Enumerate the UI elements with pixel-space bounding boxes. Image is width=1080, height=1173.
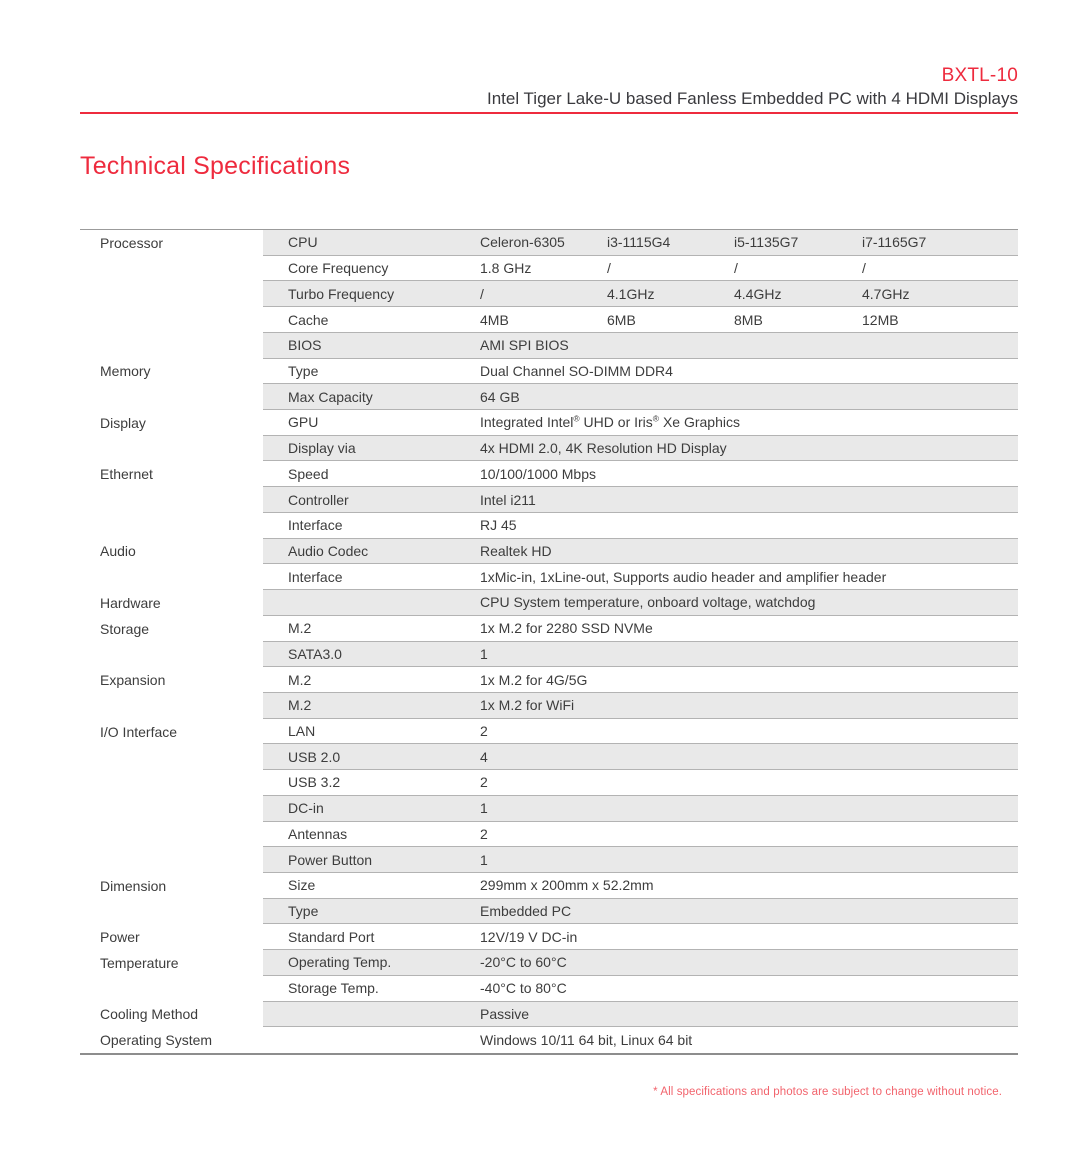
row-category [80, 307, 263, 333]
row-value: Celeron-6305 [480, 234, 565, 251]
row-value: 1x M.2 for 2280 SSD NVMe [480, 620, 653, 637]
row-value: i7-1165G7 [862, 234, 927, 251]
table-row [80, 590, 1018, 616]
table-row [80, 1027, 1018, 1053]
row-fields [263, 256, 1018, 282]
row-label: LAN [288, 723, 316, 740]
row-fields [263, 693, 1018, 719]
row-value: 1 [480, 851, 488, 868]
row-value: 1.8 GHz [480, 260, 532, 277]
row-value: / [607, 260, 611, 277]
table-row [80, 873, 1018, 899]
table-row [80, 333, 1018, 359]
row-value: 2 [480, 774, 488, 791]
table-row [80, 976, 1018, 1002]
row-category [80, 436, 263, 462]
row-value: 4MB [480, 311, 509, 328]
row-value: 1 [480, 645, 488, 662]
row-category: Dimension [80, 873, 263, 899]
row-fields [263, 230, 1018, 256]
spec-table-body [80, 230, 1018, 1053]
row-fields [263, 822, 1018, 848]
table-row [80, 384, 1018, 410]
row-category: Audio [80, 539, 263, 565]
row-label: M.2 [288, 697, 312, 714]
row-value: RJ 45 [480, 517, 517, 534]
row-value: 1 [480, 800, 488, 817]
row-label: Controller [288, 491, 349, 508]
table-row [80, 924, 1018, 950]
table-row [80, 770, 1018, 796]
row-label: Speed [288, 465, 329, 482]
row-fields [263, 564, 1018, 590]
row-fields [263, 487, 1018, 513]
row-fields [263, 359, 1018, 385]
row-fields [263, 461, 1018, 487]
row-label: GPU [288, 414, 319, 431]
row-fields [263, 410, 1018, 436]
table-row [80, 513, 1018, 539]
row-fields [263, 642, 1018, 668]
row-category [80, 281, 263, 307]
table-row [80, 616, 1018, 642]
header-divider [80, 112, 1018, 114]
row-category [80, 770, 263, 796]
table-row [80, 744, 1018, 770]
row-category: Hardware [80, 590, 263, 616]
row-value: Embedded PC [480, 903, 572, 920]
row-category [80, 796, 263, 822]
table-row [80, 899, 1018, 925]
row-fields [263, 744, 1018, 770]
row-category: Memory [80, 359, 263, 385]
row-fields [263, 719, 1018, 745]
product-model: BXTL-10 [941, 65, 1018, 86]
row-value: Integrated Intel® UHD or Iris® Xe Graphics [480, 413, 740, 431]
row-category: Storage [80, 616, 263, 642]
row-category: Processor [80, 230, 263, 256]
row-category: Display [80, 410, 263, 436]
row-value: i5-1135G7 [734, 234, 799, 251]
row-fields [263, 873, 1018, 899]
row-fields [263, 924, 1018, 950]
row-fields [263, 950, 1018, 976]
row-fields [263, 616, 1018, 642]
row-category: Power [80, 924, 263, 950]
row-value: 12MB [862, 311, 899, 328]
row-value: AMI SPI BIOS [480, 337, 569, 354]
row-fields [263, 513, 1018, 539]
row-fields [263, 281, 1018, 307]
spec-table [80, 229, 1018, 1055]
row-label: M.2 [288, 620, 312, 637]
row-category: I/O Interface [80, 719, 263, 745]
page-title: Technical Specifications [80, 152, 351, 180]
table-row [80, 950, 1018, 976]
row-value: i3-1115G4 [607, 234, 671, 251]
row-label: DC-in [288, 800, 324, 817]
row-category: Ethernet [80, 461, 263, 487]
table-row [80, 410, 1018, 436]
row-fields [263, 1027, 1018, 1053]
row-label: Interface [288, 517, 343, 534]
product-subtitle: Intel Tiger Lake-U based Fanless Embedded PC with 4 HDMI Displays [486, 89, 1018, 108]
row-category: Cooling Method [80, 1002, 263, 1028]
row-value: 64 GB [480, 388, 520, 405]
row-category [80, 564, 263, 590]
row-category [80, 487, 263, 513]
row-label: Size [288, 877, 316, 894]
row-value: 8MB [734, 311, 763, 328]
row-label: SATA3.0 [288, 645, 342, 662]
row-value: 2 [480, 723, 488, 740]
row-value: 4.7GHz [862, 285, 910, 302]
row-fields [263, 333, 1018, 359]
row-value: Intel i211 [480, 491, 536, 508]
row-label: Operating Temp. [288, 954, 392, 971]
row-label: Standard Port [288, 928, 375, 945]
table-row [80, 487, 1018, 513]
table-row [80, 307, 1018, 333]
row-label: Core Frequency [288, 260, 389, 277]
table-row [80, 847, 1018, 873]
row-category: Operating System [80, 1027, 263, 1053]
row-category [80, 693, 263, 719]
row-value: 4x HDMI 2.0, 4K Resolution HD Display [480, 440, 727, 457]
row-label: Antennas [288, 825, 348, 842]
table-row [80, 796, 1018, 822]
table-row [80, 539, 1018, 565]
row-label: USB 2.0 [288, 748, 341, 765]
row-value: CPU System temperature, onboard voltage, watchdog [480, 594, 816, 611]
row-category: Temperature [80, 950, 263, 976]
row-fields [263, 847, 1018, 873]
row-value: / [734, 260, 738, 277]
row-label: Power Button [288, 851, 373, 868]
row-category: Expansion [80, 667, 263, 693]
row-fields [263, 899, 1018, 925]
row-category [80, 822, 263, 848]
row-fields [263, 976, 1018, 1002]
table-row [80, 822, 1018, 848]
table-row [80, 359, 1018, 385]
row-category [80, 744, 263, 770]
row-value: 1x M.2 for WiFi [480, 697, 575, 714]
row-value: -40°C to 80°C [480, 980, 567, 997]
row-value: 12V/19 V DC-in [480, 928, 578, 945]
row-value: / [862, 260, 866, 277]
row-label: M.2 [288, 671, 312, 688]
row-label: CPU [288, 234, 318, 251]
table-row [80, 256, 1018, 282]
table-row [80, 1002, 1018, 1028]
row-category [80, 976, 263, 1002]
table-row [80, 230, 1018, 256]
row-value: Realtek HD [480, 542, 552, 559]
row-value: 1x M.2 for 4G/5G [480, 671, 588, 688]
row-category [80, 333, 263, 359]
row-label: Turbo Frequency [288, 285, 395, 302]
row-fields [263, 307, 1018, 333]
row-fields [263, 1002, 1018, 1028]
row-category [80, 642, 263, 668]
row-label: Audio Codec [288, 542, 369, 559]
row-fields [263, 796, 1018, 822]
row-category [80, 899, 263, 925]
row-label: BIOS [288, 337, 322, 354]
row-fields [263, 436, 1018, 462]
table-row [80, 461, 1018, 487]
row-value: 2 [480, 825, 488, 842]
row-category [80, 513, 263, 539]
row-value: Dual Channel SO-DIMM DDR4 [480, 362, 673, 379]
table-row [80, 719, 1018, 745]
row-label: Cache [288, 311, 329, 328]
row-value: -20°C to 60°C [480, 954, 567, 971]
table-row [80, 436, 1018, 462]
row-category [80, 384, 263, 410]
footnote: * All specifications and photos are subject to change without notice. [653, 1086, 1002, 1098]
table-row [80, 281, 1018, 307]
row-fields [263, 384, 1018, 410]
row-category [80, 847, 263, 873]
table-row [80, 642, 1018, 668]
row-label: Storage Temp. [288, 980, 379, 997]
row-value: 4 [480, 748, 488, 765]
row-value: 6MB [607, 311, 636, 328]
row-value: 4.4GHz [734, 285, 782, 302]
row-value: 4.1GHz [607, 285, 655, 302]
row-label: Display via [288, 440, 356, 457]
row-fields [263, 539, 1018, 565]
row-value: 299mm x 200mm x 52.2mm [480, 877, 654, 894]
row-label: Interface [288, 568, 343, 585]
row-category [80, 256, 263, 282]
row-fields [263, 770, 1018, 796]
row-label: Type [288, 903, 319, 920]
row-fields [263, 667, 1018, 693]
row-value: / [480, 285, 484, 302]
table-row [80, 693, 1018, 719]
row-value: 1xMic-in, 1xLine-out, Supports audio header and amplifier header [480, 568, 887, 585]
row-value: 10/100/1000 Mbps [480, 465, 596, 482]
document-header [487, 64, 1018, 110]
table-row [80, 564, 1018, 590]
row-label: Max Capacity [288, 388, 373, 405]
row-fields [263, 590, 1018, 616]
row-label: USB 3.2 [288, 774, 341, 791]
row-label: Type [288, 362, 319, 379]
row-value: Windows 10/11 64 bit, Linux 64 bit [480, 1032, 693, 1049]
row-value: Passive [480, 1005, 530, 1022]
table-row [80, 667, 1018, 693]
